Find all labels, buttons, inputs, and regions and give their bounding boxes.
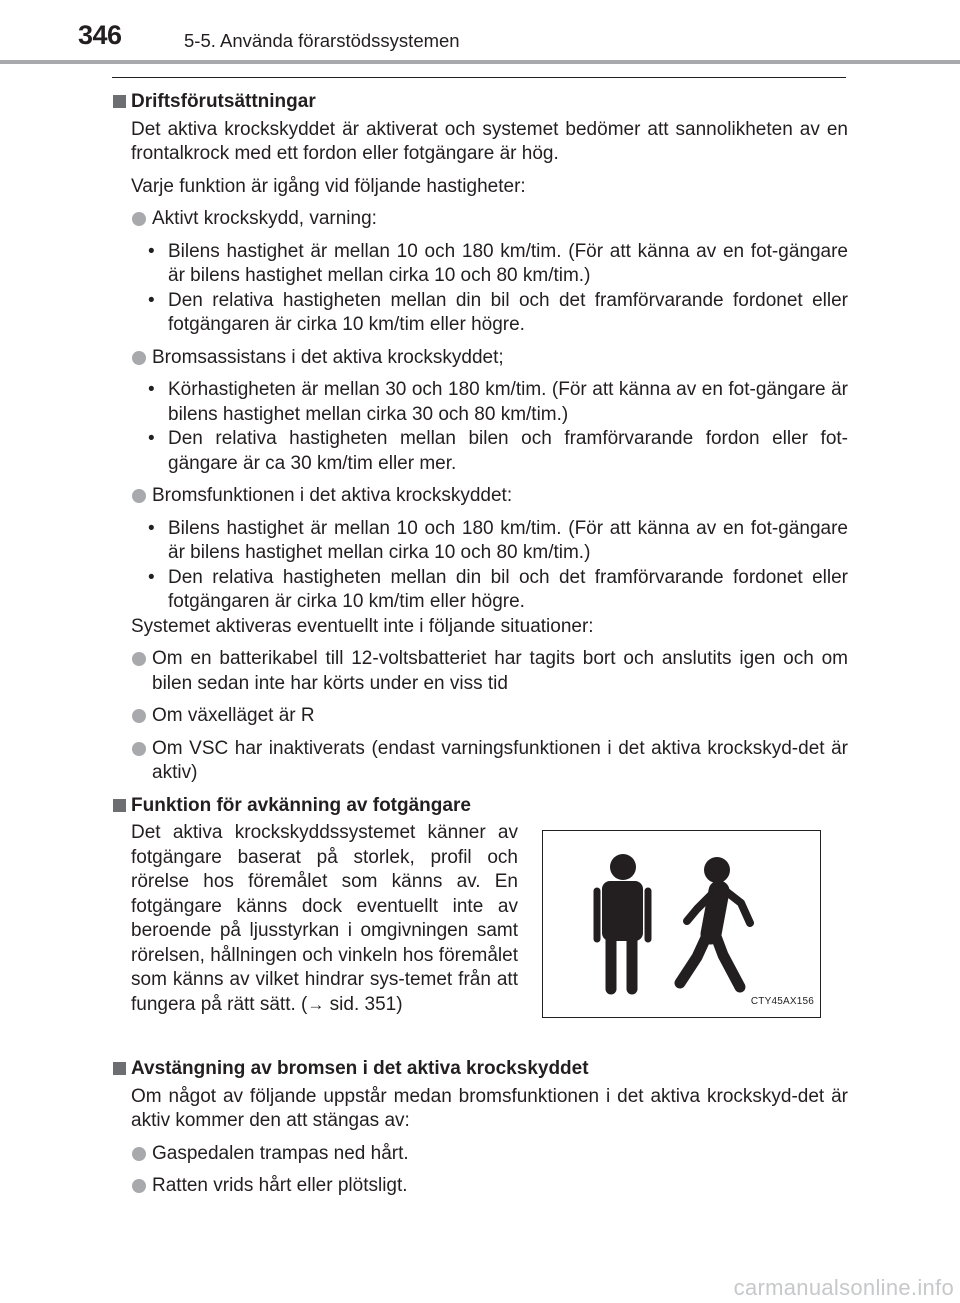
bullet-text: Gaspedalen trampas ned hårt.	[152, 1142, 409, 1164]
square-bullet-icon	[113, 799, 126, 812]
sub-item-text: Bilens hastighet är mellan 10 och 180 km/tim. (För att känna av en fot-gängare är bilens hastighet mellan cirka 10 och 80 km/tim.)	[168, 240, 848, 286]
sub-list	[112, 240, 848, 338]
heading-text: Avstängning av bromsen i det aktiva krockskyddet	[131, 1058, 589, 1079]
sub-item	[112, 378, 848, 427]
figure-row	[112, 821, 848, 1047]
sub-item-text: Körhastigheten är mellan 30 och 180 km/tim. (För att känna av en fot-gängare är bilens hastighet mellan cirka 30 och 80 km/tim.)	[168, 379, 848, 425]
circle-bullet-icon	[132, 742, 146, 756]
paragraph: Systemet aktiveras eventuellt inte i följande situationer:	[131, 615, 594, 637]
bullet-text: Aktivt krockskydd, varning:	[152, 208, 377, 229]
sub-list	[112, 378, 848, 476]
circle-bullet-icon	[132, 1179, 146, 1193]
bullet-text: Om en batterikabel till 12-voltsbatteriet har tagits bort och anslutits igen och om bilen sedan inte har körts under en viss tid	[152, 648, 848, 694]
sub-item	[112, 289, 848, 338]
bullet-item	[112, 346, 848, 371]
bullet-item	[112, 704, 848, 729]
heading-text: Funktion för avkänning av fotgängare	[131, 794, 471, 816]
sub-item	[112, 427, 848, 476]
circle-bullet-icon	[132, 489, 146, 503]
pedestrian-description	[131, 821, 518, 1017]
section-title: 5-5. Använda förarstödssystemen	[184, 30, 460, 51]
paragraph: Varje funktion är igång vid följande hastigheter:	[131, 175, 526, 197]
page-content	[112, 90, 848, 1207]
heading-fotgangare	[112, 794, 848, 819]
bullet-text: Bromsassistans i det aktiva krockskyddet;	[152, 346, 504, 368]
sub-item	[112, 566, 848, 615]
sub-item-text: Den relativa hastigheten mellan bilen och framförvarande fordon eller fot-gängare är ca 30 km/tim eller mer.	[168, 428, 848, 474]
sub-item-text: Den relativa hastigheten mellan din bil och det framförvarande fordonet eller fotgängaren är cirka 10 km/tim eller högre.	[168, 289, 848, 335]
heading-driftsforutsattningar	[112, 90, 848, 115]
divider	[112, 77, 846, 78]
page-number: 346	[78, 20, 122, 50]
sub-list	[112, 517, 848, 615]
bullet-item	[112, 647, 848, 696]
dot-marker-icon: •	[148, 240, 155, 262]
header-bar	[0, 60, 960, 64]
circle-bullet-icon	[132, 351, 146, 365]
dot-marker-icon: •	[148, 517, 155, 539]
dot-marker-icon: •	[148, 289, 155, 311]
pedestrian-figure	[542, 830, 821, 1018]
page-reference: (→ sid. 351)	[301, 993, 403, 1015]
bullet-item	[112, 207, 848, 232]
pedestrian-text: Det aktiva krockskyddssystemet känner av fotgängare baserat på storlek, profil och rörelse hos föremålet som känns av. En fotgängare känns dock eventuellt inte av beroende på ljusstyrkan i omgivningen samt rörelsen, hållningen och vinkeln hos föremålet som känns av vilket hindrar sys-temet från att fungera på rätt sätt.	[131, 822, 518, 1015]
square-bullet-icon	[113, 1062, 126, 1075]
bullet-item	[112, 1174, 848, 1199]
heading-avstangning	[112, 1057, 848, 1082]
dot-marker-icon: •	[148, 428, 155, 449]
bullet-item	[112, 484, 848, 509]
sub-item-text: Den relativa hastigheten mellan din bil och det framförvarande fordonet eller fotgängaren är cirka 10 km/tim eller högre.	[168, 566, 848, 612]
dot-marker-icon: •	[148, 379, 155, 400]
pedestrian-illustration	[543, 831, 819, 1016]
paragraph: Det aktiva krockskyddet är aktiverat och systemet bedömer att sannolikheten av en frontalkrock med ett fordon eller fotgängare är hög.	[131, 118, 848, 164]
sub-item	[112, 240, 848, 289]
bullet-text: Om växelläget är R	[152, 705, 315, 726]
square-bullet-icon	[113, 95, 126, 108]
circle-bullet-icon	[132, 212, 146, 226]
circle-bullet-icon	[132, 1147, 146, 1161]
circle-bullet-icon	[132, 652, 146, 666]
walking-person-icon	[680, 857, 750, 987]
arrow-right-icon: →	[307, 994, 325, 1014]
bullet-text: Ratten vrids hårt eller plötsligt.	[152, 1175, 408, 1196]
watermark: carmanualsonline.info	[733, 1275, 954, 1300]
sub-item	[112, 517, 848, 566]
bullet-item	[112, 1142, 848, 1167]
bullet-item	[112, 737, 848, 786]
standing-person-icon	[597, 854, 648, 989]
sub-item-text: Bilens hastighet är mellan 10 och 180 km/tim. (För att känna av en fot-gängare är bilens hastighet mellan cirka 10 och 80 km/tim.)	[168, 517, 848, 563]
bullet-text: Om VSC har inaktiverats (endast varningsfunktionen i det aktiva krockskyd-det är aktiv)	[152, 737, 848, 783]
circle-bullet-icon	[132, 709, 146, 723]
figure-code: CTY45AX156	[750, 995, 814, 1007]
heading-text: Driftsförutsättningar	[131, 91, 316, 112]
paragraph: Om något av följande uppstår medan bromsfunktionen i det aktiva krockskyd-det är aktiv kommer den att stängas av:	[131, 1085, 848, 1131]
bullet-text: Bromsfunktionen i det aktiva krockskyddet:	[152, 485, 513, 506]
dot-marker-icon: •	[148, 566, 155, 588]
